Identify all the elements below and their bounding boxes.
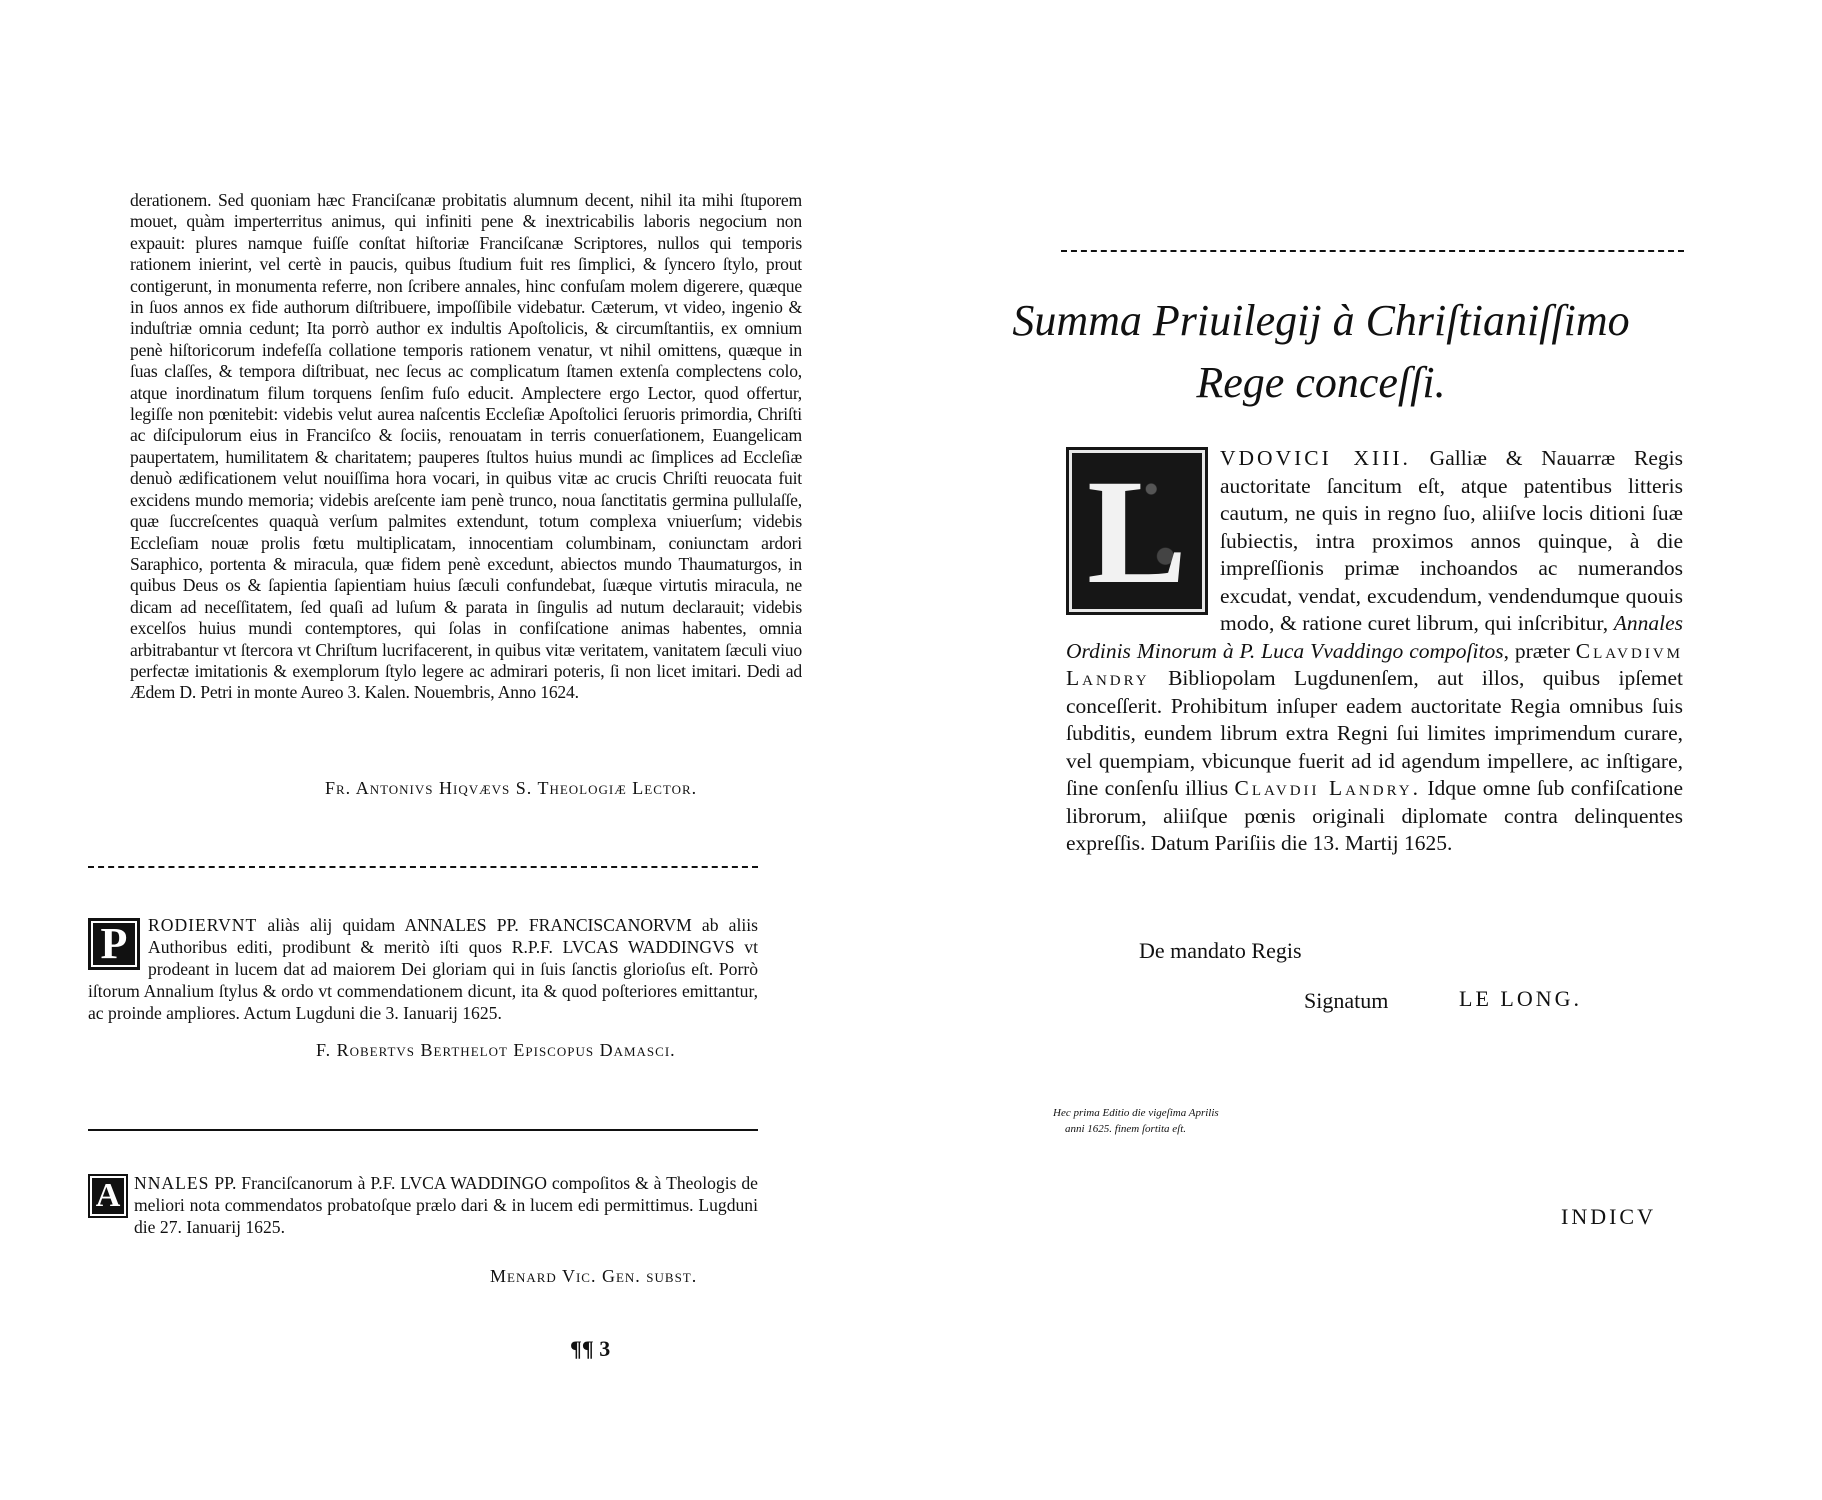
mandato-line: De mandato Regis: [1139, 938, 1302, 963]
approval-menard: [88, 1172, 758, 1238]
privilege-title-line: Rege conceſſi.: [1196, 358, 1446, 407]
ornamental-dropcap-a: A: [88, 1174, 128, 1218]
privilege-text: [1066, 445, 1683, 858]
approbation-continuation-text: derationem. Sed quoniam hæc Franciſcanæ probitatis alumnum decent, nihil ita mihi ſtuporem mouet, quàm imperterritus animus, qui infiniti pene & inextricabilis laboris negocium non expauit: plures namque fuiſſe conſtat hiſtoriæ Franciſcanæ Scriptores, nullos qui temporis rationem inierint, vel certè in paucis, quibus ſtudium fuit res ſimplici, & ſyncero ſtylo, prout contigerunt, in monumenta referre, non ſcribere annales, hinc confuſam molem digerere, quæque in ſuos annos ex fide authorum diſtribuere, impoſſibile videbatur. Cæterum, vt video, ingenio & induſtriæ omnia cedunt; Ita porrò author ex indultis Apoſtolicis, & circumſtantiis, ex omnium penè hiſtoricorum indefeſſa collatione temporis rationem venatur, vt nihil omittens, quæque in ſuas claſſes, & tempora diſtribuat, nec ſecus ac complicatum ſtamen extenſa complectens colo, atque inordinatum filum torquens ſenſim fuſo educit. Amplectere ergo Lector, quod offertur, legiſſe non pœnitebit: videbis velut aurea naſcentis Eccleſiæ Apoſtolici ſeruoris primordia, Chriſti ac diſcipulorum eius in Franciſco & ſociis, renouatam in terris conuerſationem, Euangelicam paupertatem, humilitatem & charitatem; pauperes ſtultos huius mundi ac ſimplices ad Eccleſiæ denuò ædificationem velut nouiſſima hora vocari, in quibus vitæ ac crucis Chriſti reuocata fuit excidens mundo memoria; videbis areſcente iam penè trunco, noua ſanctitatis germina pullulaſſe, quæ ſuccreſcentes quaquà verſum palmites extendunt, totum complexa vniuerſum; videbis Eccleſiam nouæ prolis fœtu multiplicatam, innocentiam columbinam, coniunctam ardori Saraphico, portenta & miracula, quæ fidem penè excedunt, abiectos mundo Thaumaturgos, in quibus Deus os & ſapientia ſapientiam huius ſæculi confundebat, ſuæque virtutis miracula, ne dicam ad neceſſitatem, ſed quaſi ad luſum & parata in ſingulis ad nutum declarauit; videbis excelſos huius mundi contemptores, qui ſolas in confiſcatione animas habentes, omnia arbitrabantur vt ſtercora vt Chriſtum lucrifacerent, in quibus vitæ veritatem, vanitatem ſæculi viuo perfectæ imitationis & exemplorum ſtylo legere ac admirari poteris, ſi non licet imitari. Dedi ad Ædem D. Petri in monte Aureo 3. Kalen. Nouembris, Anno 1624.: [130, 190, 802, 703]
privilege-title-line: Summa Priuilegij à Chriſtianiſſimo: [1012, 296, 1630, 345]
header-rule: [1061, 250, 1684, 252]
approval-text: PP. Franciſcanorum à P.F. LVCA WADDINGO compoſitos & à Theologis de meliori nota commendatos probatoſque prælo dari & in lucem edi permittimus. Lugduni die 27. Ianuarij 1625.: [134, 1173, 758, 1237]
privilege-title: [971, 290, 1671, 414]
dropcap-letter: L: [1086, 449, 1188, 615]
privilege-body: Idque omne ſub confiſcatione librorum, aliiſque pœnis originali diplomate contra delinquentes expreſſis. Datum Pariſiis die 13. Martij 1625.: [1066, 776, 1683, 855]
edition-note-line: anni 1625. finem ſortita eſt.: [1065, 1123, 1186, 1135]
separator-rule: [88, 866, 758, 868]
approval-text: aliàs alij quidam ANNALES PP. FRANCISCANORVM ab aliis Authoribus editi, prodibunt & meritò iſti quos R.P.F. LVCAS WADDINGVS vt prodeant in lucem dat ad maiorem Dei gloriam qui in ſuis ſanctis glorioſus eſt. Porrò iſtorum Annalium ſtylus & ordo vt commendationem dicunt, ita & quod poſteriores emittantur, ac proinde ampliores. Actum Lugduni die 3. Ianuarij 1625.: [88, 915, 758, 1023]
privilege-body: Bibliopolam Lugdunenſem, aut illos, quibus ipſemet conceſſerit. Prohibitum inſuper eadem auctoritate Regia omnibus ſuis ſubditis, eundem librum extra Regni ſui limites imprimendum curare, vel quempiam, vbicunque fuerit ad id agendum impellere, ac inſtigare, ſine conſenſu illius: [1066, 666, 1683, 800]
approbation-signature: Fr. Antonivs Hiqvævs S. Theologiæ Lector.: [325, 778, 698, 798]
printer-name: Clavdivm Landry: [1066, 638, 1683, 690]
edition-note: [1053, 1105, 1353, 1137]
printer-name: Clavdii Landry.: [1234, 776, 1421, 800]
edition-note-line: Hec prima Editio die vigeſima Aprilis: [1053, 1107, 1219, 1119]
approval-berthelot: [88, 914, 758, 1024]
book-title: Annales Ordinis Minorum à P. Luca Vvaddingo compoſitos: [1066, 611, 1683, 663]
approval-signature: F. Robertvs Berthelot Epiſcopus Damaſci.: [316, 1040, 676, 1060]
ornamental-dropcap-p: P: [88, 918, 140, 970]
ornamental-dropcap-l: [1066, 447, 1208, 615]
approval-lead-word: RODIERVNT: [148, 915, 258, 935]
signer-name: LE LONG.: [1459, 986, 1582, 1011]
privilege-body: Galliæ & Nauarræ Regis auctoritate ſancitum eſt, atque patentibus litteris cautum, ne quis in regno ſuo, aliiſve locis ditioni ſuæ ſubiectis, intra proximos annos quinque, à die impreſſionis primæ inchoandos ac numerandos excudat, vendat, excudendum, vendendumque quouis modo, & ratione curet librum, qui inſcribitur,: [1220, 446, 1683, 635]
approval-signature: Menard Vic. Gen. ſubſt.: [490, 1266, 698, 1286]
approval-lead-word: NNALES: [134, 1173, 210, 1193]
separator-rule: [88, 1129, 758, 1131]
privilege-body: , præter: [1503, 638, 1576, 663]
signatum-label: Signatum: [1304, 988, 1389, 1013]
catchword: INDICV: [1561, 1204, 1656, 1229]
right-page: [911, 0, 1822, 1500]
privilege-lead: VDOVICI XIII.: [1220, 446, 1411, 470]
folio-signature-mark: ¶¶ 3: [570, 1336, 611, 1361]
